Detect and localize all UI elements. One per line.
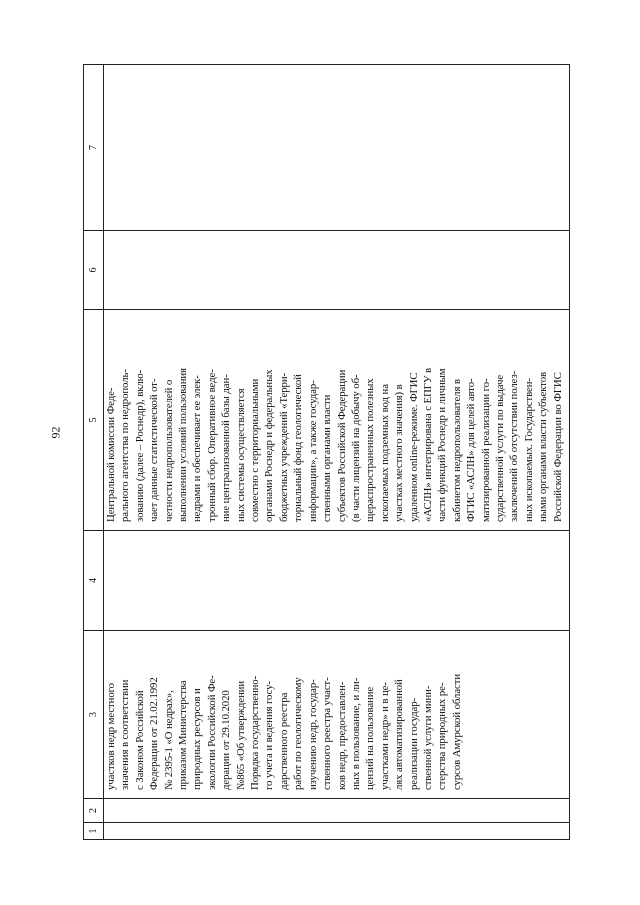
column-header-3: 3 <box>84 631 104 799</box>
column-header-7: 7 <box>84 65 104 231</box>
column-header-2: 2 <box>84 799 104 823</box>
cell-col4 <box>104 531 570 631</box>
column-header-6: 6 <box>84 231 104 310</box>
cell-col6 <box>104 231 570 310</box>
page-number: 92 <box>48 426 63 439</box>
table-row <box>104 65 570 840</box>
cell-col3 <box>104 631 570 799</box>
column-header-5: 5 <box>84 310 104 531</box>
column-header-1: 1 <box>84 823 104 840</box>
column-header-4: 4 <box>84 531 104 631</box>
data-table <box>83 64 570 840</box>
table-header-row <box>84 65 104 840</box>
cell-col7 <box>104 65 570 231</box>
cell-col5-text: Центральной комиссии Феде- рального агентства по недрополь- зованию (далее – Роснедр), вклю- чает данные статистической от- четности недропользователей о выполнении условий пользования недрами и обеспечивает ее элек- тронный сбор. Оперативное веде- ние централизованной базы дан- ных системы осуществляется совместно с территориальными органами Роснедр и федеральных бюджетных учреждений «Терри- ториальный фонд геологической информации», а также государ- ственными органами власти субъектов Российской Федерации (в части лицензий на добычу об- щераспространенных полезных ископаемых подземных вод на участках местного значения) в удаленном online-режиме. ФГИС «АСЛН» интегрирована с ЕПГУ в части функций Роснедр и личным кабинетом недропользователя в ФГИС «АСЛН» для целей авто- матизированной реализации го- сударственной услуги по выдаче заключений об отсутствии полез- ных ископаемых. Государствен- ными органами власти субъектов Российской Федерации во ФГИС <box>105 368 564 522</box>
rotated-table-wrapper <box>83 65 570 840</box>
cell-col1 <box>104 823 570 840</box>
cell-col5 <box>104 310 570 531</box>
cell-col3-text: участков недр местного значения в соответствии с Законом Российской Федерации от 21.02.1992 № 2395-1 «О недрах», приказом Министерства природных ресурсов и экологии Российской Фе- дерации от 29.10.2020 №865 «Об утверждении Порядка государственно- го учета и ведения госу- дарственного реестра работ по геологическому изучению недр, государ- ственного реестра участ- ков недр, предоставлен- ных в пользование, и ли- цензий на пользование участками недр» и в це- лях автоматизированной реализации государ- ственной услуги мини- стерства природных ре- сурсов Амурской области <box>105 673 463 790</box>
cell-col2 <box>104 799 570 823</box>
